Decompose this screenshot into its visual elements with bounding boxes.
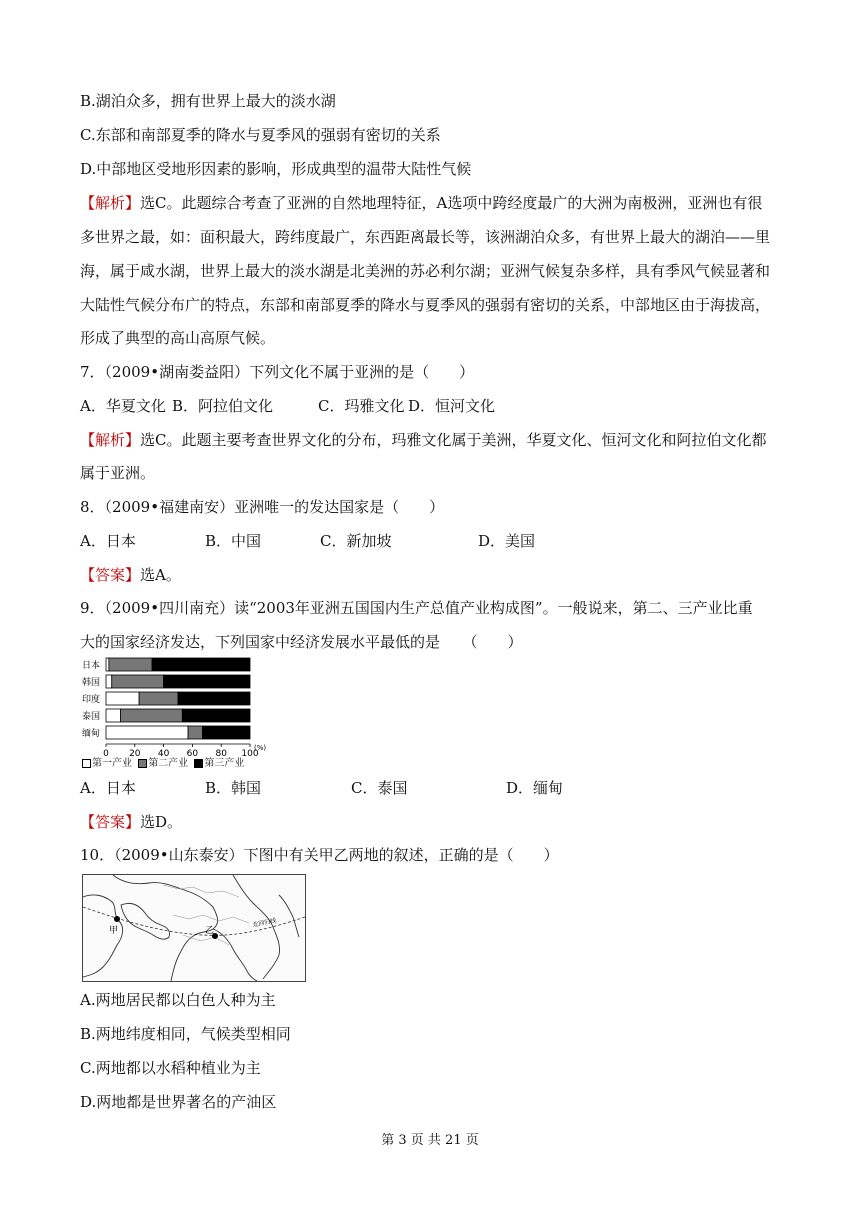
x-unit-label: (%)	[254, 744, 267, 752]
q9-options	[80, 778, 563, 798]
category-label: 韩国	[82, 678, 101, 688]
q6-analysis-line-3: 海，属于咸水湖，世界上最大的淡水湖是北美洲的苏必利尔湖；亚洲气候复杂多样，具有季风气候显著和	[80, 262, 771, 280]
q6-analysis-line-2: 多世界之最，如：面积最大，跨纬度最广，东西距离最长等，该洲湖泊众多，有世界上最大的湖泊——里	[80, 228, 771, 246]
q8-option-c: C．新加坡	[320, 532, 392, 550]
bar-segment-secondary	[112, 675, 164, 688]
bar-segment-tertiary	[202, 726, 250, 739]
bar-segment-primary	[106, 675, 112, 688]
bar-segment-primary	[106, 658, 109, 671]
legend-label-tertiary: 第三产业	[204, 758, 245, 769]
q7-analysis-line-1: 【解析】选C。此题主要考查世界文化的分布，玛雅文化属于美洲，华夏文化、恒河文化和阿拉伯文化都	[80, 431, 767, 449]
x-tick-label: 100	[241, 749, 259, 756]
q6-analysis-line-5: 形成了典型的高山高原气候。	[80, 329, 276, 347]
q8-option-a: A．日本	[80, 532, 136, 550]
q8-stem: 8．（2009•福建南安）亚洲唯一的发达国家是（ ）	[80, 498, 445, 516]
q6-option-d: D.中部地区受地形因素的影响，形成典型的温带大陆性气候	[80, 160, 472, 178]
label-yi: 乙	[205, 926, 215, 936]
q10-stem: 10．（2009•山东泰安）下图中有关甲乙两地的叙述，正确的是（ ）	[80, 846, 559, 864]
legend-label-secondary: 第二产业	[148, 758, 189, 769]
analysis-tag: 【解析】	[80, 431, 141, 449]
map-svg	[83, 875, 305, 981]
category-label: 印度	[82, 695, 101, 705]
bar-segment-secondary	[139, 692, 178, 705]
bar-segment-tertiary	[178, 692, 250, 705]
q7-option-c: C．玛雅文化	[318, 397, 405, 415]
answer-tag: 【答案】	[80, 566, 141, 584]
legend-swatch-tertiary	[194, 759, 203, 768]
q7-option-a: A．华夏文化	[80, 397, 166, 415]
bar-segment-primary	[106, 709, 120, 722]
x-tick-label: 40	[157, 749, 170, 756]
q10-option-c: C.两地都以水稻种植业为主	[80, 1059, 261, 1077]
q6-option-c: C.东部和南部夏季的降水与夏季风的强弱有密切的关系	[80, 126, 441, 144]
bar-segment-tertiary	[152, 658, 250, 671]
chart-svg	[82, 656, 282, 756]
page-footer: 第 3 页 共 21 页	[381, 1133, 479, 1148]
q9-option-d: D．缅甸	[506, 779, 564, 797]
q8-option-d: D．美国	[478, 532, 536, 550]
label-jia: 甲	[109, 926, 119, 936]
x-tick-label: 80	[215, 749, 227, 756]
category-label: 泰国	[82, 712, 101, 722]
q9-option-a: A．日本	[80, 779, 136, 797]
q9-answer: 【答案】选D。	[80, 813, 183, 831]
coastline-korea	[279, 895, 299, 937]
category-label: 缅甸	[82, 729, 101, 739]
q9-stem-line-1: 9．（2009•四川南充）读“2003年亚洲五国国内生产总值产业构成图”。一般说来，第二、三产业比重	[80, 599, 753, 617]
x-tick-label: 0	[103, 749, 109, 756]
label-tropic: 北回归线	[251, 917, 277, 929]
chart-legend	[82, 754, 244, 769]
bar-segment-secondary	[188, 726, 202, 739]
q6-analysis-line-4: 大陆性气候分布广的特点，东部和南部夏季的降水与夏季风的强弱有密切的关系，中部地区由于海拔高，	[80, 296, 771, 314]
legend-label-primary: 第一产业	[92, 758, 132, 769]
q6-option-b: B.湖泊众多，拥有世界上最大的淡水湖	[80, 92, 336, 110]
q9-option-c: C．泰国	[351, 779, 408, 797]
q8-option-b: B．中国	[205, 532, 262, 550]
q7-analysis-line-2: 属于亚洲。	[80, 464, 156, 482]
q7-stem: 7．（2009•湖南娄益阳）下列文化不属于亚洲的是（ ）	[80, 363, 475, 381]
bar-segment-primary	[106, 726, 188, 739]
q7-option-d: D．恒河文化	[408, 397, 496, 415]
bar-segment-tertiary	[182, 709, 250, 722]
x-tick-label: 20	[129, 749, 141, 756]
q7-options	[80, 396, 495, 416]
q10-option-a: A.两地居民都以白色人种为主	[80, 991, 276, 1009]
x-tick-label: 60	[186, 749, 199, 756]
q9-stem-line-2: 大的国家经济发达，下列国家中经济发展水平最低的是 （ ）	[80, 633, 523, 651]
q8-answer: 【答案】选A。	[80, 566, 181, 584]
analysis-tag: 【解析】	[80, 194, 141, 212]
category-label: 日本	[82, 661, 101, 671]
q10-option-d: D.两地都是世界著名的产油区	[80, 1093, 277, 1111]
q7-option-b: B．阿拉伯文化	[172, 397, 274, 415]
q8-options	[80, 531, 535, 551]
bar-segment-tertiary	[164, 675, 250, 688]
q10-option-b: B.两地纬度相同，气候类型相同	[80, 1025, 291, 1043]
legend-swatch-secondary	[138, 759, 147, 768]
point-jia	[114, 916, 120, 922]
coastline-indochina	[213, 929, 257, 981]
q9-option-b: B．韩国	[205, 779, 262, 797]
legend-swatch-primary	[82, 759, 91, 768]
bar-segment-secondary	[120, 709, 182, 722]
asia-map-figure	[82, 874, 306, 982]
answer-tag: 【答案】	[80, 813, 141, 831]
bar-segment-primary	[106, 692, 139, 705]
q6-analysis-line-1: 【解析】选C。此题综合考查了亚洲的自然地理特征，A选项中跨经度最广的大洲为南极洲，亚洲也有很	[80, 194, 763, 212]
bar-segment-secondary	[109, 658, 152, 671]
